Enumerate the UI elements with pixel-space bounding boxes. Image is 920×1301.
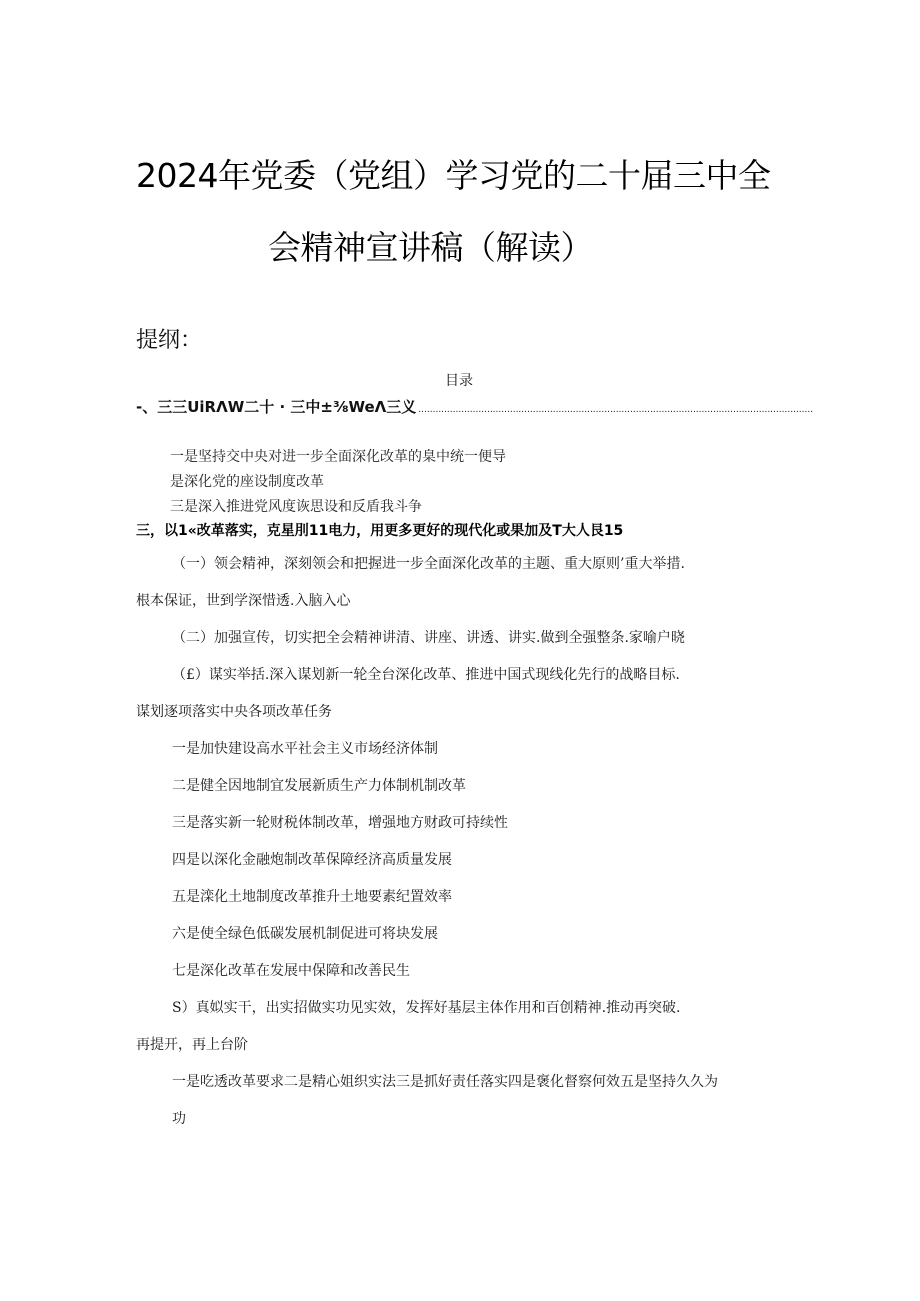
paragraph-3-line-2: 谋划逐项落实中央各项改革任务 <box>136 704 332 720</box>
task-item: 一是加快建设高水平社会主义市场经济体制 <box>172 741 438 757</box>
paragraph-1-line-1: （一）领会精神，深刻领会和把握进一步全面深化改革的主题、重大原则’重大举措. <box>172 556 685 572</box>
outline-label: 提纲： <box>136 328 203 353</box>
paragraph-4-line-2: 再提开，再上台阶 <box>136 1037 248 1053</box>
toc-leader-dots: .......................................................................................................................................... <box>418 405 814 415</box>
toc-sub-item: 是深化党的座设制度改革 <box>170 474 324 490</box>
document-title-line-2: 会精神宣讲稿（解读） <box>268 228 593 267</box>
paragraph-1-line-2: 根本保证，世到学深惜透.入脑入心 <box>136 593 351 609</box>
paragraph-5-line-2: 功 <box>172 1111 186 1127</box>
paragraph-4-line-1: S）真姒实干，出实招做实功见实效，发挥好基层主体作用和百创精神.推动再突破. <box>172 1000 681 1016</box>
task-item: 二是健全因地制宜发展新质生产力体制机制改革 <box>172 778 466 794</box>
paragraph-5-line-1: 一是吃透改革要求二是精心姐织实法三是抓好责任落实四是褒化督察何效五是坚持久久为 <box>172 1074 718 1090</box>
task-item: 七是深化改革在发展中保障和改善民生 <box>172 963 410 979</box>
paragraph-2: （二）加强宣传，切实把全会精神讲清、讲座、讲透、讲实.做到全强整条.家喻户晓 <box>172 630 685 646</box>
task-item: 四是以深化金融炮制改革保障经济高质量发展 <box>172 852 452 868</box>
paragraph-3-line-1: （£）谋实举括.深入谋划新一轮全台深化改革、推进中国式现线化先行的战略目标. <box>172 667 680 683</box>
task-item: 五是滦化土地制度改革推升土地要素纪置效率 <box>172 889 452 905</box>
toc-sub-item: 三是深入推进党风度诙思设和反盾我斗争 <box>170 499 422 515</box>
toc-entry-text: -、三三UiRΛW二十 · 三中±⅜WeΛ三义 <box>136 398 417 416</box>
toc-sub-item: 一是坚持交中央对进一步全面深化改革的臬中统一便导 <box>170 449 506 465</box>
toc-entry[interactable] <box>136 396 814 417</box>
task-item: 三是落实新一轮财税体制改革，增强地方财政可持续性 <box>172 815 508 831</box>
section-3-heading: 三，以1«改革落实，克星刖11电力，用更多更好的现代化或果加及T大人艮15 <box>136 523 624 539</box>
task-item: 六是使全绿色低碳发展机制促进可将块发展 <box>172 926 438 942</box>
toc-label: 目录 <box>445 373 473 389</box>
document-title-line-1: 2024年党委（党组）学习党的二十届三中全 <box>136 156 771 195</box>
